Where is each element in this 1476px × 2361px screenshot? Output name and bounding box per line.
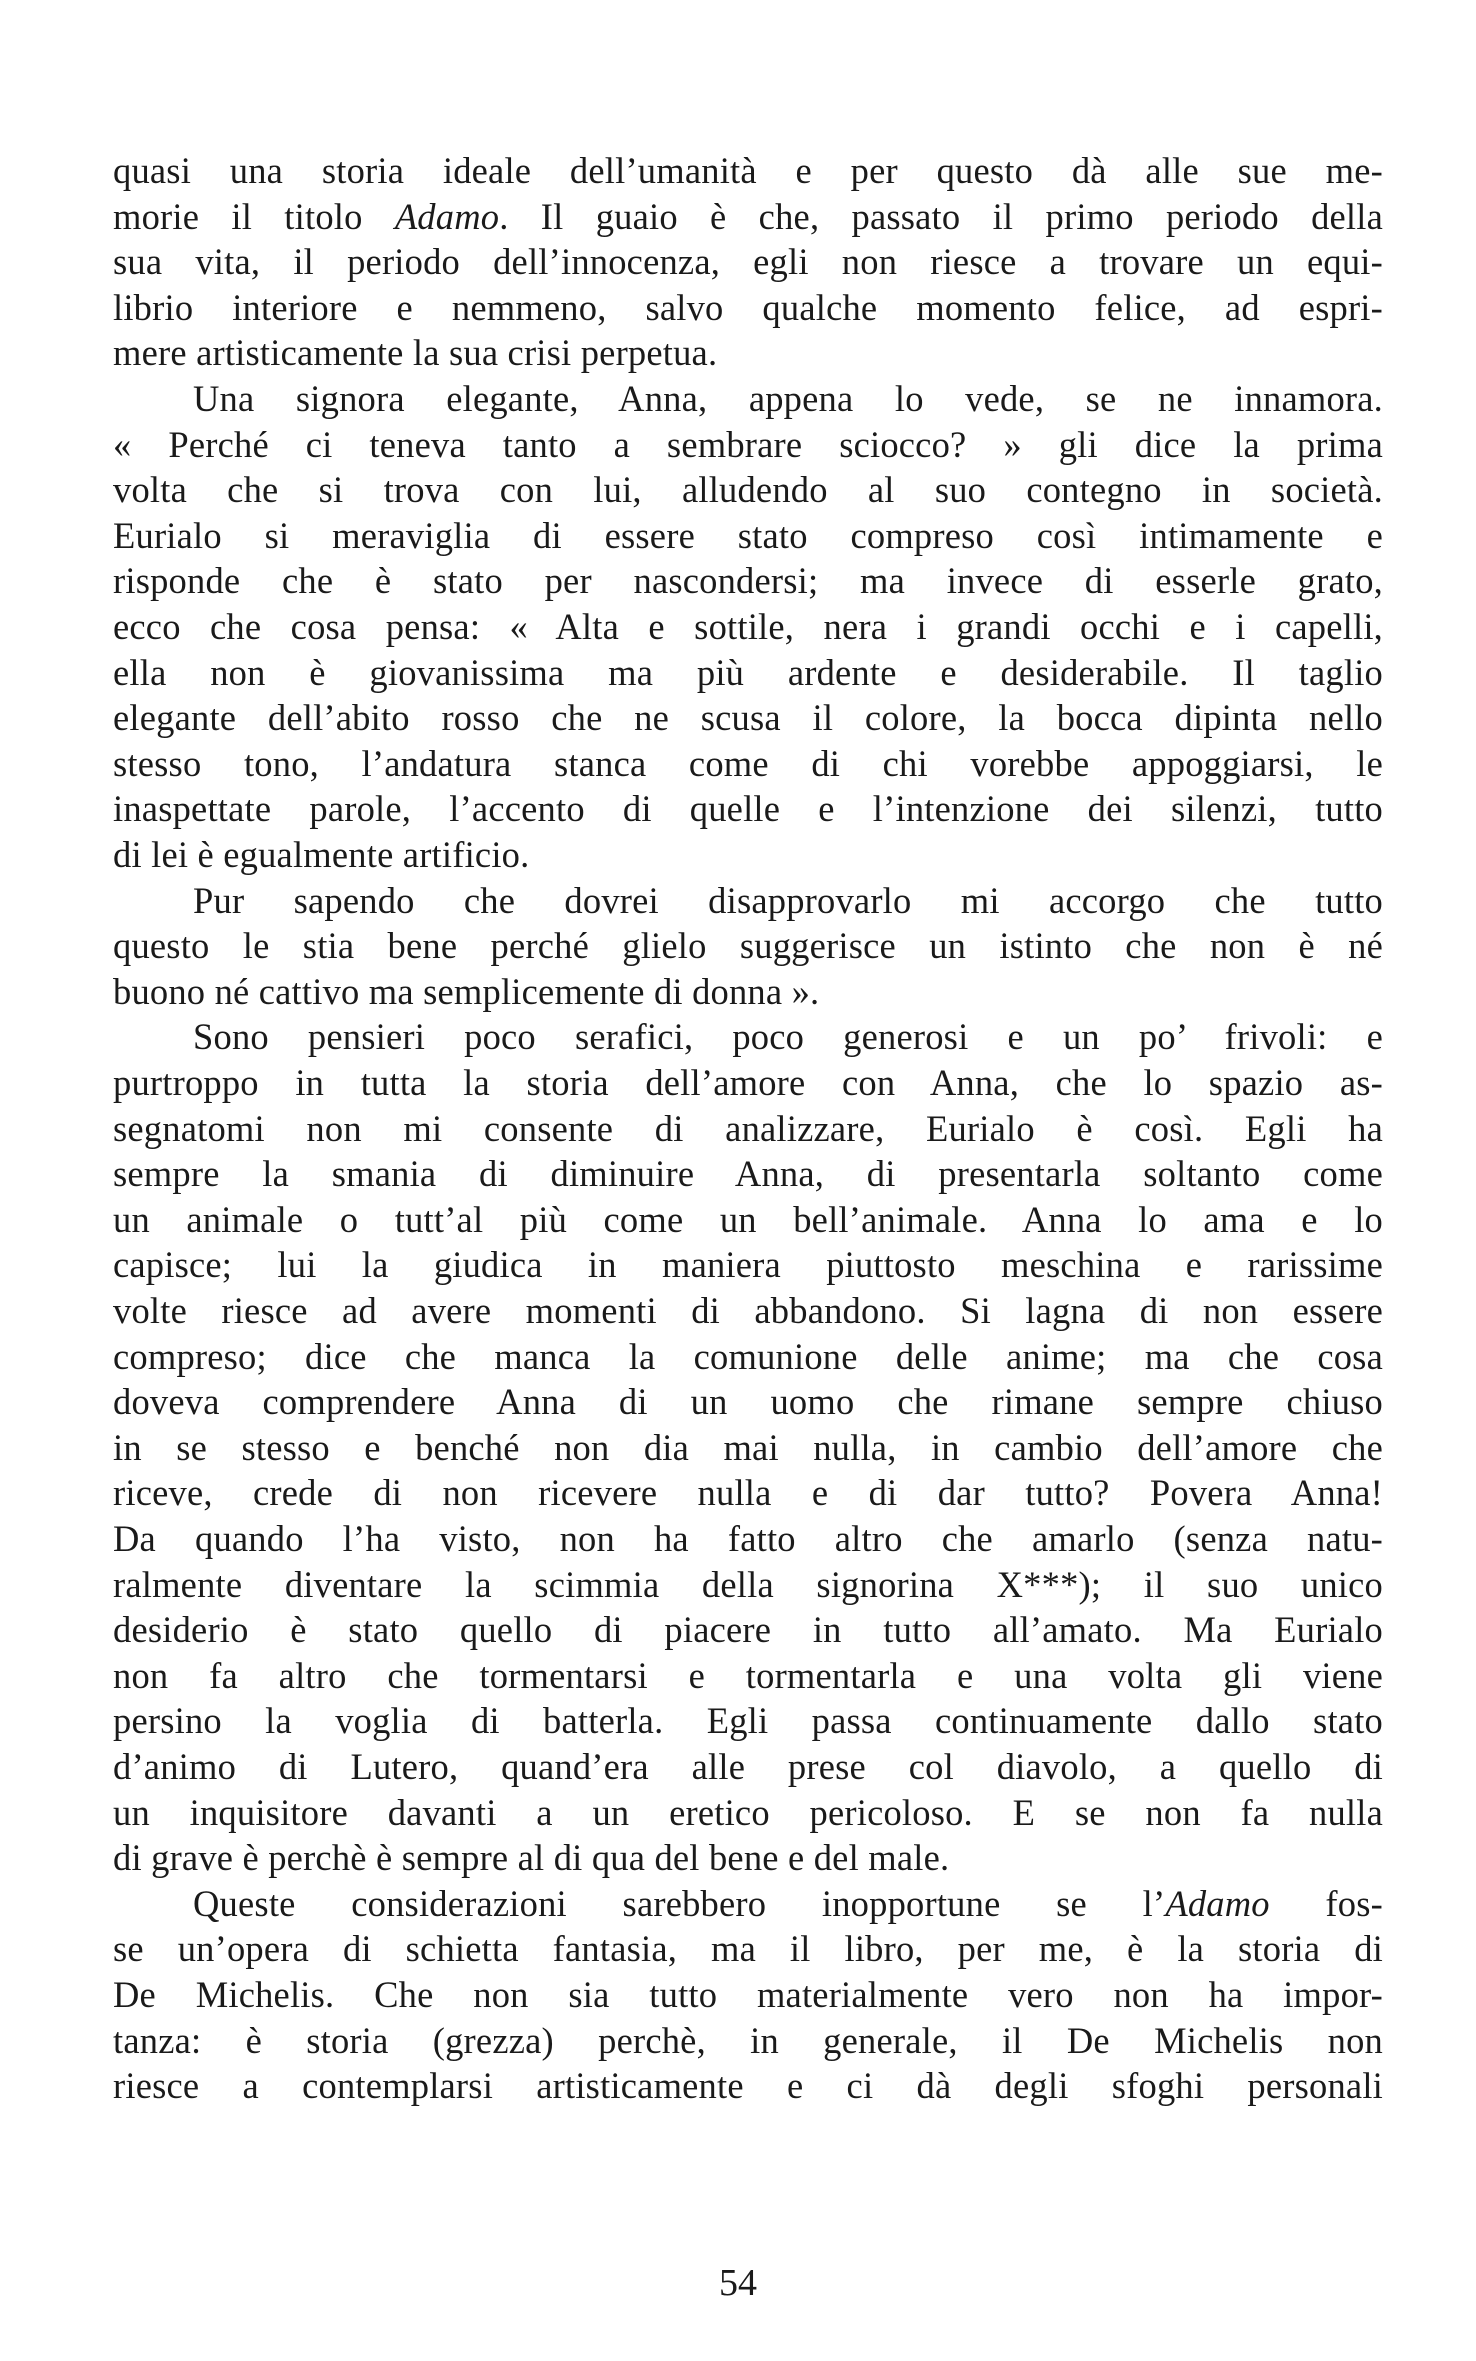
text-line: purtroppo in tutta la storia dell’amore con Anna, che lo spazio as- bbox=[113, 1062, 1383, 1103]
text-line: mere artisticamente la sua crisi perpetua. bbox=[113, 332, 718, 374]
text-line: in se stesso e benché non dia mai nulla, in cambio dell’amore che bbox=[113, 1426, 1383, 1468]
page-number: 54 bbox=[719, 2262, 757, 2304]
text-line: Eurialo si meraviglia di essere stato compreso così intimamente e bbox=[113, 514, 1383, 556]
text-line: desiderio è stato quello di piacere in tutto all’amato. Ma Eurialo bbox=[113, 1609, 1383, 1651]
text-line: persino la voglia di batterla. Egli passa continuamente dallo stato bbox=[113, 1700, 1383, 1742]
text-line: tanza: è storia (grezza) perchè, in generale, il De Michelis non bbox=[113, 2019, 1383, 2061]
text-line: d’animo di Lutero, quand’era alle prese col diavolo, a quello di bbox=[113, 1746, 1383, 1787]
text-line: compreso; dice che manca la comunione delle anime; ma che cosa bbox=[113, 1335, 1383, 1377]
text-line: ella non è giovanissima ma più ardente e desiderabile. Il taglio bbox=[113, 651, 1383, 693]
text-line: Una signora elegante, Anna, appena lo vede, se ne innamora. bbox=[193, 378, 1383, 419]
text-line: ecco che cosa pensa: « Alta e sottile, nera i grandi occhi e i capelli, bbox=[113, 606, 1383, 647]
text-line: Da quando l’ha visto, non ha fatto altro che amarlo (senza natu- bbox=[113, 1518, 1383, 1559]
text-line: sua vita, il periodo dell’innocenza, egli non riesce a trovare un equi- bbox=[113, 241, 1383, 283]
text-line: capisce; lui la giudica in maniera piuttosto meschina e rarissime bbox=[113, 1244, 1383, 1286]
text-line: elegante dell’abito rosso che ne scusa il colore, la bocca dipinta nello bbox=[113, 697, 1383, 739]
text-line: quasi una storia ideale dell’umanità e per questo dà alle sue me- bbox=[113, 150, 1383, 191]
text-line: questo le stia bene perché glielo suggerisce un istinto che non è né bbox=[113, 925, 1383, 967]
text-line: morie il titolo Adamo. Il guaio è che, passato il primo periodo della bbox=[113, 195, 1384, 237]
text-line: di grave è perchè è sempre al di qua del bene e del male. bbox=[113, 1837, 950, 1879]
text-line: risponde che è stato per nascondersi; ma invece di esserle grato, bbox=[113, 560, 1383, 602]
text-line: riceve, crede di non ricevere nulla e di dar tutto? Povera Anna! bbox=[113, 1472, 1383, 1514]
text-line: non fa altro che tormentarsi e tormentarla e una volta gli viene bbox=[113, 1654, 1383, 1696]
text-line: inaspettate parole, l’accento di quelle e l’intenzione dei silenzi, tutto bbox=[113, 788, 1383, 830]
text-line: buono né cattivo ma semplicemente di donna ». bbox=[113, 970, 820, 1012]
text-line: De Michelis. Che non sia tutto materialmente vero non ha impor- bbox=[113, 1974, 1383, 2015]
text-line: librio interiore e nemmeno, salvo qualche momento felice, ad espri- bbox=[113, 286, 1383, 328]
text-line: Sono pensieri poco serafici, poco generosi e un po’ frivoli: e bbox=[193, 1016, 1383, 1058]
text-line: volta che si trova con lui, alludendo al suo contegno in società. bbox=[113, 469, 1383, 511]
text-line: stesso tono, l’andatura stanca come di chi vorebbe appoggiarsi, le bbox=[113, 742, 1383, 784]
text-line: doveva comprendere Anna di un uomo che rimane sempre chiuso bbox=[113, 1381, 1383, 1423]
text-line: segnatomi non mi consente di analizzare, Eurialo è così. Egli ha bbox=[113, 1107, 1383, 1149]
text-line: volte riesce ad avere momenti di abbandono. Si lagna di non essere bbox=[113, 1290, 1383, 1331]
text-line: se un’opera di schietta fantasia, ma il libro, per me, è la storia di bbox=[113, 1928, 1383, 1970]
text-line: riesce a contemplarsi artisticamente e ci dà degli sfoghi personali bbox=[113, 2065, 1383, 2107]
text-line: sempre la smania di diminuire Anna, di presentarla soltanto come bbox=[113, 1153, 1383, 1195]
text-line: Pur sapendo che dovrei disapprovarlo mi accorgo che tutto bbox=[193, 879, 1383, 921]
text-line: Queste considerazioni sarebbero inopportune se l’Adamo fos- bbox=[193, 1882, 1383, 1924]
text-line: « Perché ci teneva tanto a sembrare sciocco? » gli dice la prima bbox=[113, 423, 1383, 465]
text-line: ralmente diventare la scimmia della signorina X***); il suo unico bbox=[113, 1563, 1383, 1605]
text-line: un animale o tutt’al più come un bell’animale. Anna lo ama e lo bbox=[113, 1198, 1383, 1240]
text-line: un inquisitore davanti a un eretico pericoloso. E se non fa nulla bbox=[113, 1791, 1383, 1833]
text-line: di lei è egualmente artificio. bbox=[113, 834, 530, 875]
